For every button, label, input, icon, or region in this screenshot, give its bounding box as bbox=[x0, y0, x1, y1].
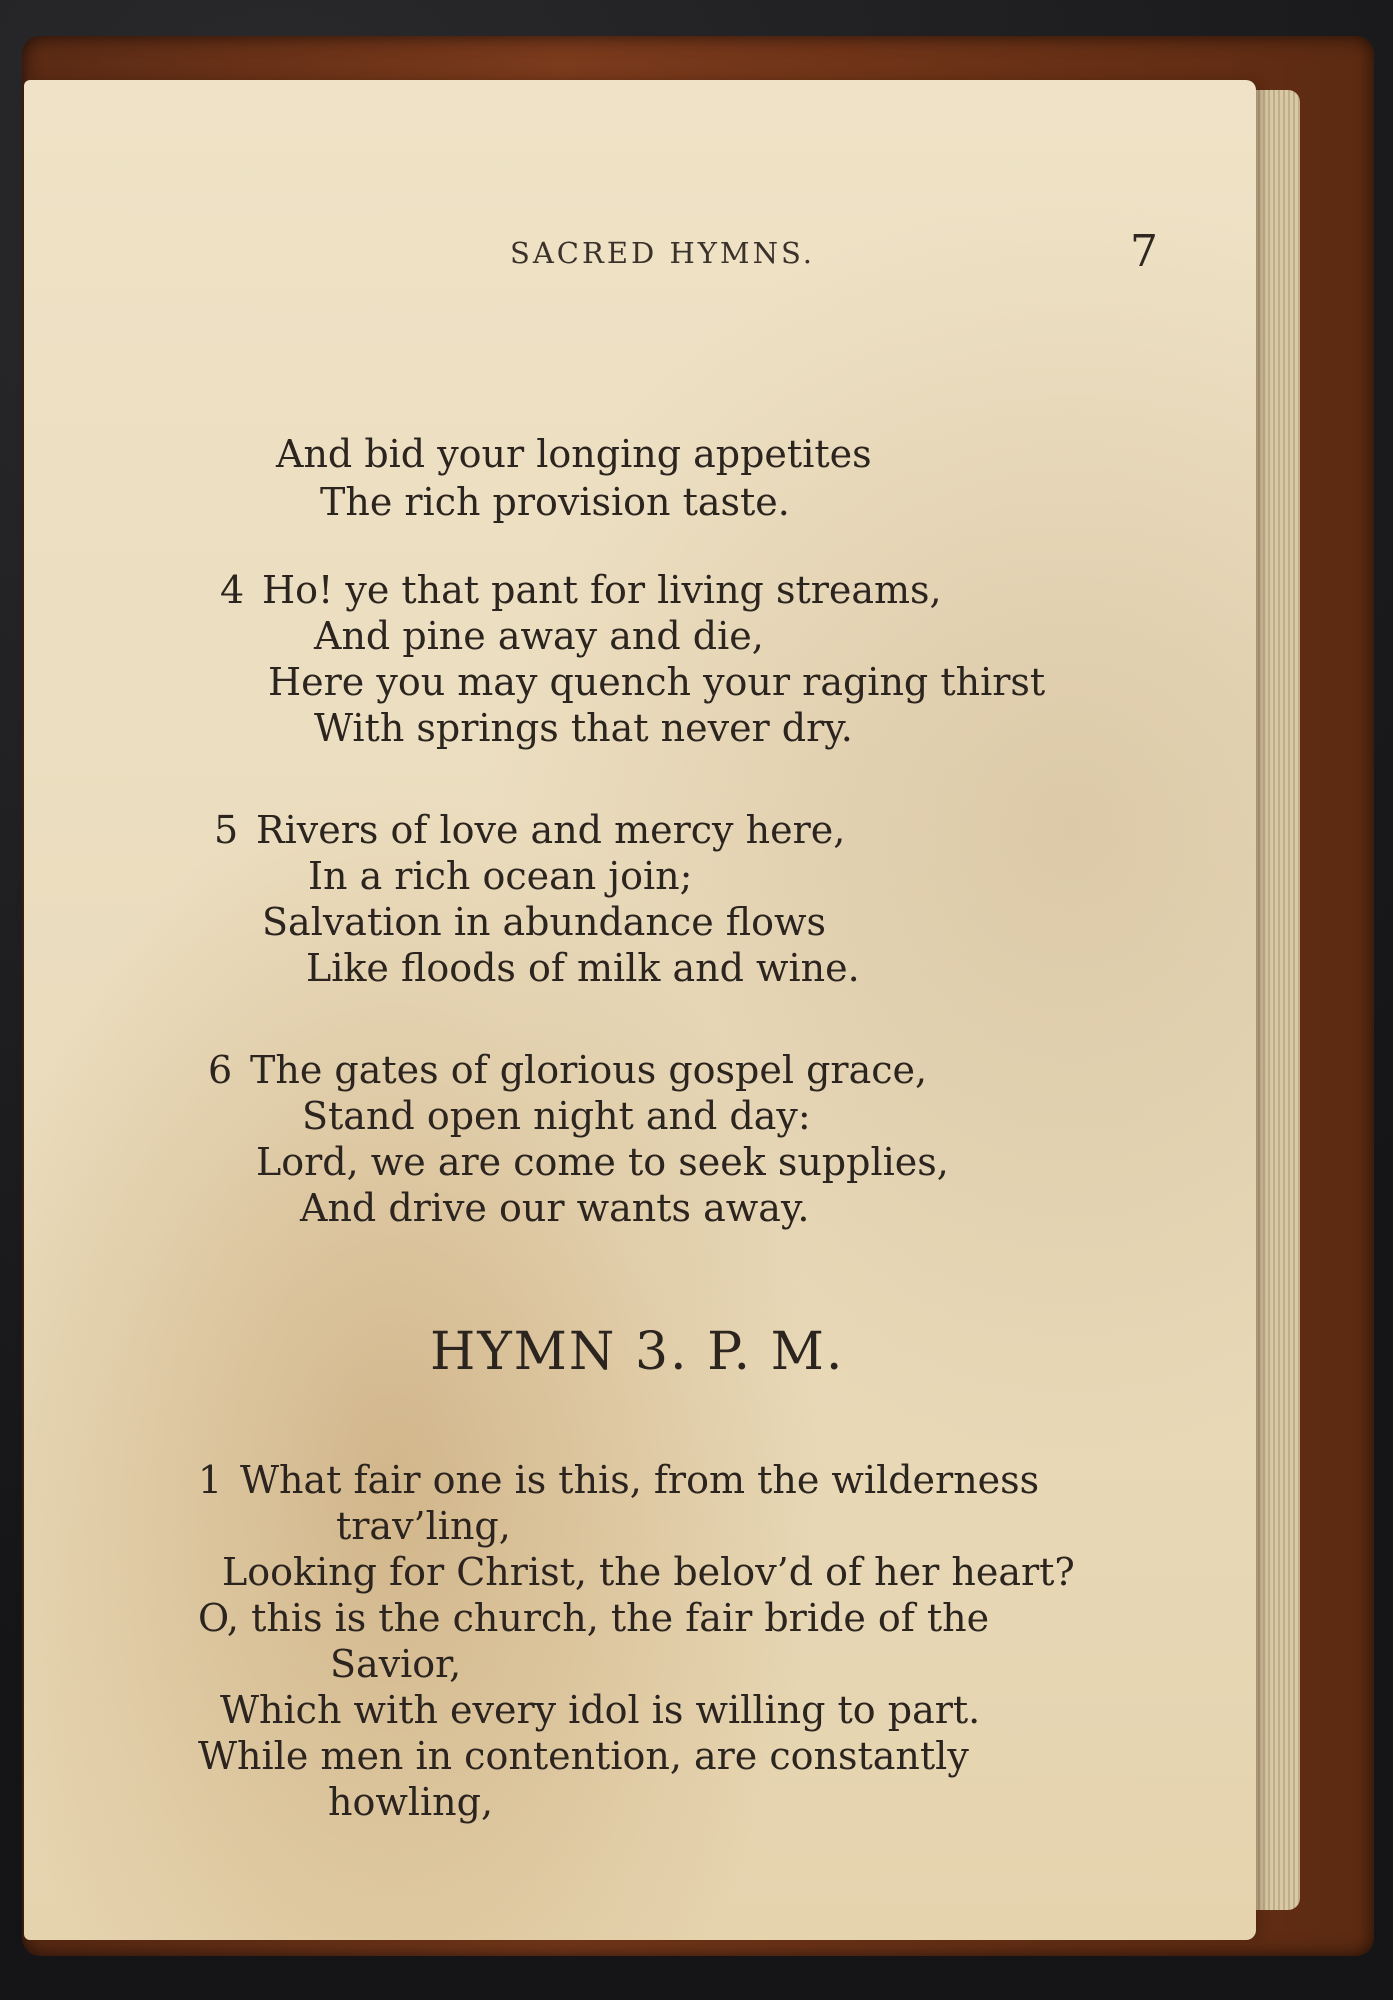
stanza-line-text: What fair one is this, from the wilderness bbox=[240, 1458, 1040, 1502]
running-head: SACRED HYMNS. bbox=[510, 236, 816, 270]
stanza-line: And pine away and die, bbox=[314, 614, 764, 658]
stanza-line: While men in contention, are constantly bbox=[198, 1734, 969, 1778]
stanza-number: 1 bbox=[198, 1458, 223, 1502]
stanza-line: Which with every idol is willing to part. bbox=[220, 1688, 981, 1732]
stanza-line: trav’ling, bbox=[336, 1504, 511, 1548]
stanza-line: howling, bbox=[328, 1780, 494, 1824]
stanza-line bbox=[208, 1048, 927, 1094]
stanza-line-text: Rivers of love and mercy here, bbox=[256, 808, 846, 852]
stanza-line: In a rich ocean join; bbox=[308, 854, 693, 898]
stanza-line: With springs that never dry. bbox=[314, 706, 853, 750]
stanza-line: Looking for Christ, the belov’d of her heart? bbox=[222, 1550, 1075, 1594]
stanza-line: Stand open night and day: bbox=[302, 1094, 811, 1138]
stanza-line: O, this is the church, the fair bride of the bbox=[198, 1596, 990, 1640]
stanza-line bbox=[214, 808, 845, 854]
stanza-number: 5 bbox=[214, 808, 239, 852]
hymn-title: HYMN 3. P. M. bbox=[430, 1322, 845, 1382]
stanza-line: Lord, we are come to seek supplies, bbox=[256, 1140, 949, 1184]
page-header bbox=[440, 226, 1200, 296]
stanza-line: And bid your longing appetites bbox=[276, 432, 872, 476]
stanza-line: Savior, bbox=[330, 1642, 462, 1686]
book-page bbox=[24, 80, 1256, 1940]
stanza-line-text: The gates of glorious gospel grace, bbox=[250, 1048, 928, 1092]
stanza-number: 6 bbox=[208, 1048, 233, 1092]
stanza-line: And drive our wants away. bbox=[300, 1186, 810, 1230]
stanza-line bbox=[220, 568, 942, 614]
stanza-line: Salvation in abundance flows bbox=[262, 900, 827, 944]
stanza-line: Here you may quench your raging thirst bbox=[268, 660, 1046, 704]
stanza-line-text: Ho! ye that pant for living streams, bbox=[262, 568, 942, 612]
stanza-number: 4 bbox=[220, 568, 245, 612]
stanza-line: Like floods of milk and wine. bbox=[306, 946, 860, 990]
stanza-line: The rich provision taste. bbox=[320, 480, 790, 524]
stanza-line bbox=[198, 1458, 1039, 1504]
page-number: 7 bbox=[1130, 226, 1158, 277]
